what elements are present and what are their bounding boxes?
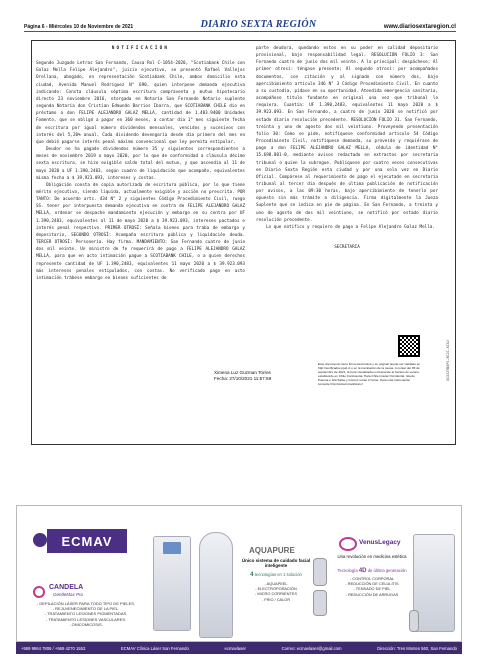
- aquapure-tech-text: tecnologías en 1 solución: [254, 572, 302, 577]
- notice-paragraph: Lo que notifico y requiero de pago a Felipe Alejandro Galaz Mella.: [266, 224, 435, 230]
- list-item: - REJUVENECIMIENTO DE LA PIEL.: [52, 606, 120, 612]
- handpiece-image: [313, 590, 327, 616]
- notice-left-column: [36, 45, 245, 282]
- aquapure-tech: [241, 572, 311, 578]
- notice-paragraph: Deudor no ha pagado dividendos número 35 y siguientes correspondientes a meses de noviembre 2019 a mayo 2020, por lo que de conformidad a cláusula décimo sexta escritura, se hizo exigible saldo total del mutuo, y que ascendía al 11 de mayo 2020 a UF 1.390,2483, según cuadro de liquidación que acompaño, equivalentes misma fecha a $ 39.923.093, intereses y costas.: [36, 147, 245, 181]
- list-item: - ELECTROPORACIÓN: [255, 586, 297, 592]
- newspaper-title: DIARIO SEXTA REGIÓN: [200, 19, 317, 30]
- qr-code-icon[interactable]: [398, 335, 420, 357]
- list-item: - TRATAMIENTO LESIONES VASCULARES.: [45, 616, 127, 622]
- list-item: - ONICOMICOSIS.: [69, 621, 103, 627]
- aquapure-tech-number: 4: [250, 572, 254, 578]
- phone-numbers[interactable]: +569 9964 7806 / +569 4270 1553: [21, 645, 86, 651]
- notice-paragraph: parte deudora, quedando estos en su poder en calidad depositario provisional, bajo responsabilidad legal. RESOLUCIÓN FOLIO 3: San Fernando cuatro de junio dos mil veinte. A lo principal: despáchese; Al primer otrosí: téngase presente; Al segundo otrosí: por acompañados documentos, con citación y al signado con número dos, bajo apercibimiento artículo 346 N° 3 Código Procedimiento Civil. En cuanto a su custodia, pídase en su oportunidad. Atendida emergencia sanitaria, acompáñese título fundante en original una vez que tribunal lo requiera. Cuantía: UF 1.390,2483, equivalentes 11 mayo 2020 a $ 39.923.093. En San Fernando, a cuatro de junio 2020 se notificó por estado diario resolución precedente. RESOLUCIÓN FOLIO 31. San Fernando, treinta y uno de agosto dos mil veintiuno. Proveyendo presentación folio 30: Como se pide, notifíquese conformidad artículo 54 Código Procedimiento Civil, notifíquese demanda, su proveído y requiérase de pago a don FELIPE ALEJANDRO GALAZ MELLA, cédula de identidad N° 15.698.801-0, mediante avisos redactado en extractos por secretaria tribunal o quien la subrogue. Publíquese por cuatro veces consecutivas en Diario Sexta Región esta ciudad y por una sola vez en Diario Oficial. Compárese al requerimiento de pago el ejecutado en secretaría tribunal al tercer día después de última publicación de notificación por avisos, a las 09:30 horas, bajo apercibimiento de tenerlo por opuesto sin más trámite a diligencia. Firma digitalmente la Jueza Suplente que se indica en pie de página. En San Fernando, a treinta y uno de agosto de dos mil veintiuno, se notificó por estado diario resolución precedente.: [256, 46, 438, 223]
- venus-logo-icon: [339, 537, 357, 551]
- venus-tagline: Una revolución en medicina estética: [337, 554, 407, 559]
- venus-tech-text: de última generación: [367, 568, 407, 573]
- list-item: - TENSADO DE PIEL: [353, 586, 391, 592]
- signer-name: Ximena Luz Guzman Torres: [214, 370, 271, 375]
- list-item: - AQUAPEEL: [264, 581, 288, 586]
- ad-footer: [16, 642, 462, 654]
- notice-right-column: [256, 45, 438, 251]
- candela-logo-icon: [33, 586, 45, 598]
- page-header: [24, 20, 456, 32]
- instagram-handle[interactable]: ecmavlaser: [224, 645, 246, 651]
- candela-bullets: [31, 601, 141, 627]
- notice-paragraph: Obligación consta de copia autorizada de escritura pública, por lo que tiene mérito ejecutivo, siendo líquida, actualmente exigible y acción no prescrita. POR TANTO: De acuerdo arts. 434 N° 2 y siguientes Código Procedimiento Civil, ruego SS. tener por interpuesta demanda ejecutiva en contra de FELIPE ALEJANDRO GALAZ MELLA, ordenar se despache mandamiento ejecución y embargo en su contra por UF 1.390,2483, equivalentes al 11 de mayo 2020 a $ 39.923.093, intereses pactados e interés penal respectivo. PRIMER OTROSÍ: Señala bienes para traba de embargo y depositario, SEGUNDO OTROSÍ: Acompaña escritura pública y liquidación deuda. TERCER OTROSÍ: Personería. Hay firma. MANDAMIENTO: San Fernando cuatro de junio dos mil veinte. Un ministro de fe requerirá de pago a FELIPE ALEJANDRO GALAZ MELLA, para que en acto intimación pague a SCOTIABANK CHILE, o a quien derechos represente cantidad de UF 1.390,2483, equivalentes 11 mayo 2020 a $ 39.923.093 más intereses penales estipulados, con costas. No verificado pago en acto intimación trábese embargo en bienes suficientes de: [36, 182, 245, 281]
- list-item: - REDUCCIÓN DE CELULITIS: [345, 581, 399, 587]
- venus-list: [337, 576, 407, 597]
- street-address: Dirección: Tres Montes 560, San Fernando: [377, 645, 457, 651]
- ecmav-logo-icon: [33, 533, 47, 547]
- list-item: - MICRO CORRIENTES: [255, 591, 297, 597]
- candela-brand: CANDELA: [49, 584, 84, 591]
- aquapure-brand: AQUAPURE: [249, 546, 295, 555]
- facebook-handle[interactable]: ECMAV Clínica Láser San Fernando: [120, 645, 189, 651]
- list-item: - FRIO / CALOR: [261, 596, 291, 602]
- ad-panel: [16, 505, 462, 642]
- venus-tech-prefix: Tecnología: [337, 568, 358, 573]
- signature-date: Fecha: 27/10/2021 11:57:59: [214, 376, 272, 381]
- signature-block: [214, 370, 271, 382]
- venus-brand: VenusLegacy: [359, 539, 401, 546]
- notice-paragraph: Segundo Juzgado Letras San Fernando, Causa Rol C-1054-2020, "Scotiabank Chile con Galaz Mella Felipe Alejandro", juicio ejecutivo, se presentó Rafael Vallejos Orellana, abogado, en representación Scotiabank Chile, ambos domicilio esta ciudad, Avenida Manuel Rodríguez N° 690, quien interpone demanda ejecutiva indicando: Consta cláusula séptima escritura compraventa y mutuo hipotecario directo 23 noviembre 2016, otorgada en Notaría San Fernando Notario suplente segunda Notaría don Cristian Edmundo Barrios Ibarra, que SCOTIABANK CHILE dio en préstamo a don FELIPE ALEJANDRO GALAZ MELLA, cantidad de 1.403.9400 Unidades Fomento, que se obligó a pagar en 360 meses, a contar día 1° mes siguiente fecha de escritura por igual número dividendos mensuales, vencidos y sucesivos con interés del 5,20% anual. Cada dividendo devengaría desde día primero del mes en que debió pagarse interés penal máximo convencional que ley permita estipular.: [36, 61, 245, 145]
- handpiece-image: [313, 558, 327, 586]
- handpiece-image: [409, 610, 419, 632]
- document-side-code: XCXJJYBXPS-8C2C-XCXJ: [446, 340, 450, 381]
- ecmav-brand: ECMAV: [47, 529, 127, 553]
- body-device-image: [413, 534, 455, 632]
- aquapure-list: [241, 581, 311, 602]
- venus-tech: [337, 568, 407, 574]
- device-screen-icon: [163, 542, 181, 554]
- list-item: - TRATAMIENTO LESIONES PIGMENTADAS.: [44, 611, 128, 617]
- list-item: - REDUCCIÓN DE ARRUGAS: [345, 591, 399, 597]
- list-item: - CONTROL CORPORAL: [349, 576, 395, 581]
- candela-model: GentleMax Pro: [53, 592, 84, 597]
- venus-tech-number: 4D: [358, 568, 367, 574]
- page-info: Página 6 - Miércoles 10 de Noviembre de 2021: [24, 24, 134, 30]
- secretaria-label: SECRETARIA: [334, 245, 360, 251]
- website-url[interactable]: www.diariosextaregion.cl: [383, 24, 456, 30]
- aquapure-tagline: Único sistema de cuidado facial inteligente: [241, 558, 311, 569]
- validation-text: Este documento tiene firma electrónica y su original puede ser validado en http://verificadoc.pjud.cl o en la tramitación de la causa. A contar del 05 de septiembre de 2021, la hora visualizada corresponde al horario de verano establecido en Chile Continental. Para Chile Insular Occidental, Isla de Pascua e Isla Salas y Gómez restar 2 horas. Para más información consulte http://www.horaoficial.cl: [318, 362, 421, 386]
- email-address[interactable]: Correo: ecmavlaser@gmail.com: [281, 645, 342, 651]
- ecmav-advertisement: [16, 505, 462, 657]
- facial-device-image: [199, 532, 233, 638]
- notice-title: NOTIFICACIÓN: [111, 46, 170, 51]
- list-item: - DEPILACIÓN LÁSER PARA TODO TIPO DE PIELES.: [36, 601, 136, 606]
